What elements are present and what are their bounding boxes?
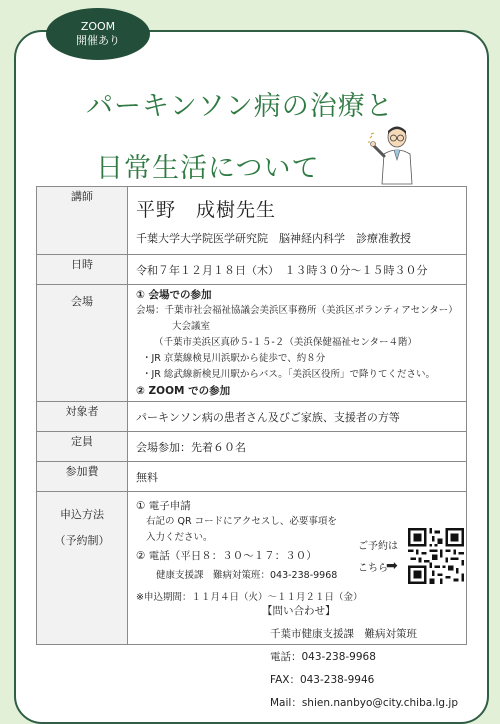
venue-access2: ・JR 総武線新検見川駅からバス。「美浜区役所」で降りてください。	[142, 369, 435, 380]
venue-label: 会場	[37, 285, 128, 402]
venue-room: 大会議室	[172, 321, 211, 332]
fee-label: 参加費	[37, 462, 128, 492]
apply-label: 申込方法	[60, 508, 104, 521]
lecturer-affiliation: 千葉大学大学院医学研究院 脳神経内科学 診療准教授	[136, 232, 411, 245]
contact-fax: FAX：043-238-9946	[270, 674, 375, 686]
reserve-line1: ご予約は	[358, 541, 398, 552]
venue-place: 会場：千葉市社会福祉協議会美浜区事務所（美浜区ボランティアセンター）	[136, 305, 458, 316]
contact-heading: 【問い合わせ】	[262, 605, 336, 617]
row-venue	[37, 285, 467, 402]
capacity-label: 定員	[37, 432, 128, 462]
badge-line2: 開催あり	[76, 34, 120, 47]
title-line2: 日常生活について	[96, 153, 320, 184]
qr-code[interactable]	[408, 528, 464, 584]
fee-value: 無料	[128, 462, 467, 492]
apply-method1: ① 電子申請	[136, 500, 191, 512]
apply-label2: （予約制）	[54, 534, 110, 547]
row-fee	[37, 462, 467, 492]
date-label: 日時	[37, 255, 128, 285]
capacity-value: 会場参加：先着６０名	[128, 432, 467, 462]
venue-access1: ・JR 京葉線検見川浜駅から徒歩で、約８分	[142, 353, 326, 364]
target-value: パーキンソン病の患者さん及びご家族、支援者の方等	[128, 402, 467, 432]
doctor-illustration	[368, 124, 424, 188]
apply-method1-desc1: 右記の QR コードにアクセスし、必要事項を	[146, 516, 337, 527]
row-target	[37, 402, 467, 432]
apply-method2: ② 電話（平日８：３０～１７：３０）	[136, 550, 317, 562]
date-value: 令和７年１２月１８日（木） １３時３０分～１５時３０分	[128, 255, 467, 285]
row-capacity	[37, 432, 467, 462]
apply-method2-desc: 健康支援課 難病対策班：043-238-9968	[156, 570, 338, 581]
zoom-badge	[46, 8, 150, 60]
venue-option1: ① 会場での参加	[136, 289, 212, 301]
row-lecturer	[37, 187, 467, 255]
lecturer-name: 平野 成樹先生	[136, 199, 277, 221]
apply-period: ※申込期間：１１月４日（火）～１１月２１日（金）	[136, 592, 363, 603]
lecturer-label: 講師	[37, 187, 128, 255]
contact-block	[262, 600, 458, 715]
contact-tel: 電話：043-238-9968	[270, 651, 376, 663]
venue-option2: ② ZOOM での参加	[136, 385, 231, 397]
info-table	[36, 186, 467, 645]
reserve-line2: こちら	[358, 563, 388, 574]
apply-method1-desc2: 入力ください。	[146, 532, 213, 543]
target-label: 対象者	[37, 402, 128, 432]
badge-line1: ZOOM	[80, 20, 116, 33]
arrow-right-icon: ➡	[386, 558, 398, 574]
row-date	[37, 255, 467, 285]
venue-address: （千葉市美浜区真砂５-１５-２（美浜保健福祉センター４階）	[154, 337, 417, 348]
contact-dept: 千葉市健康支援課 難病対策班	[270, 628, 417, 640]
contact-mail[interactable]: Mail：shien.nanbyo@city.chiba.lg.jp	[270, 697, 459, 709]
title-line1: パーキンソン病の治療と	[86, 91, 394, 122]
